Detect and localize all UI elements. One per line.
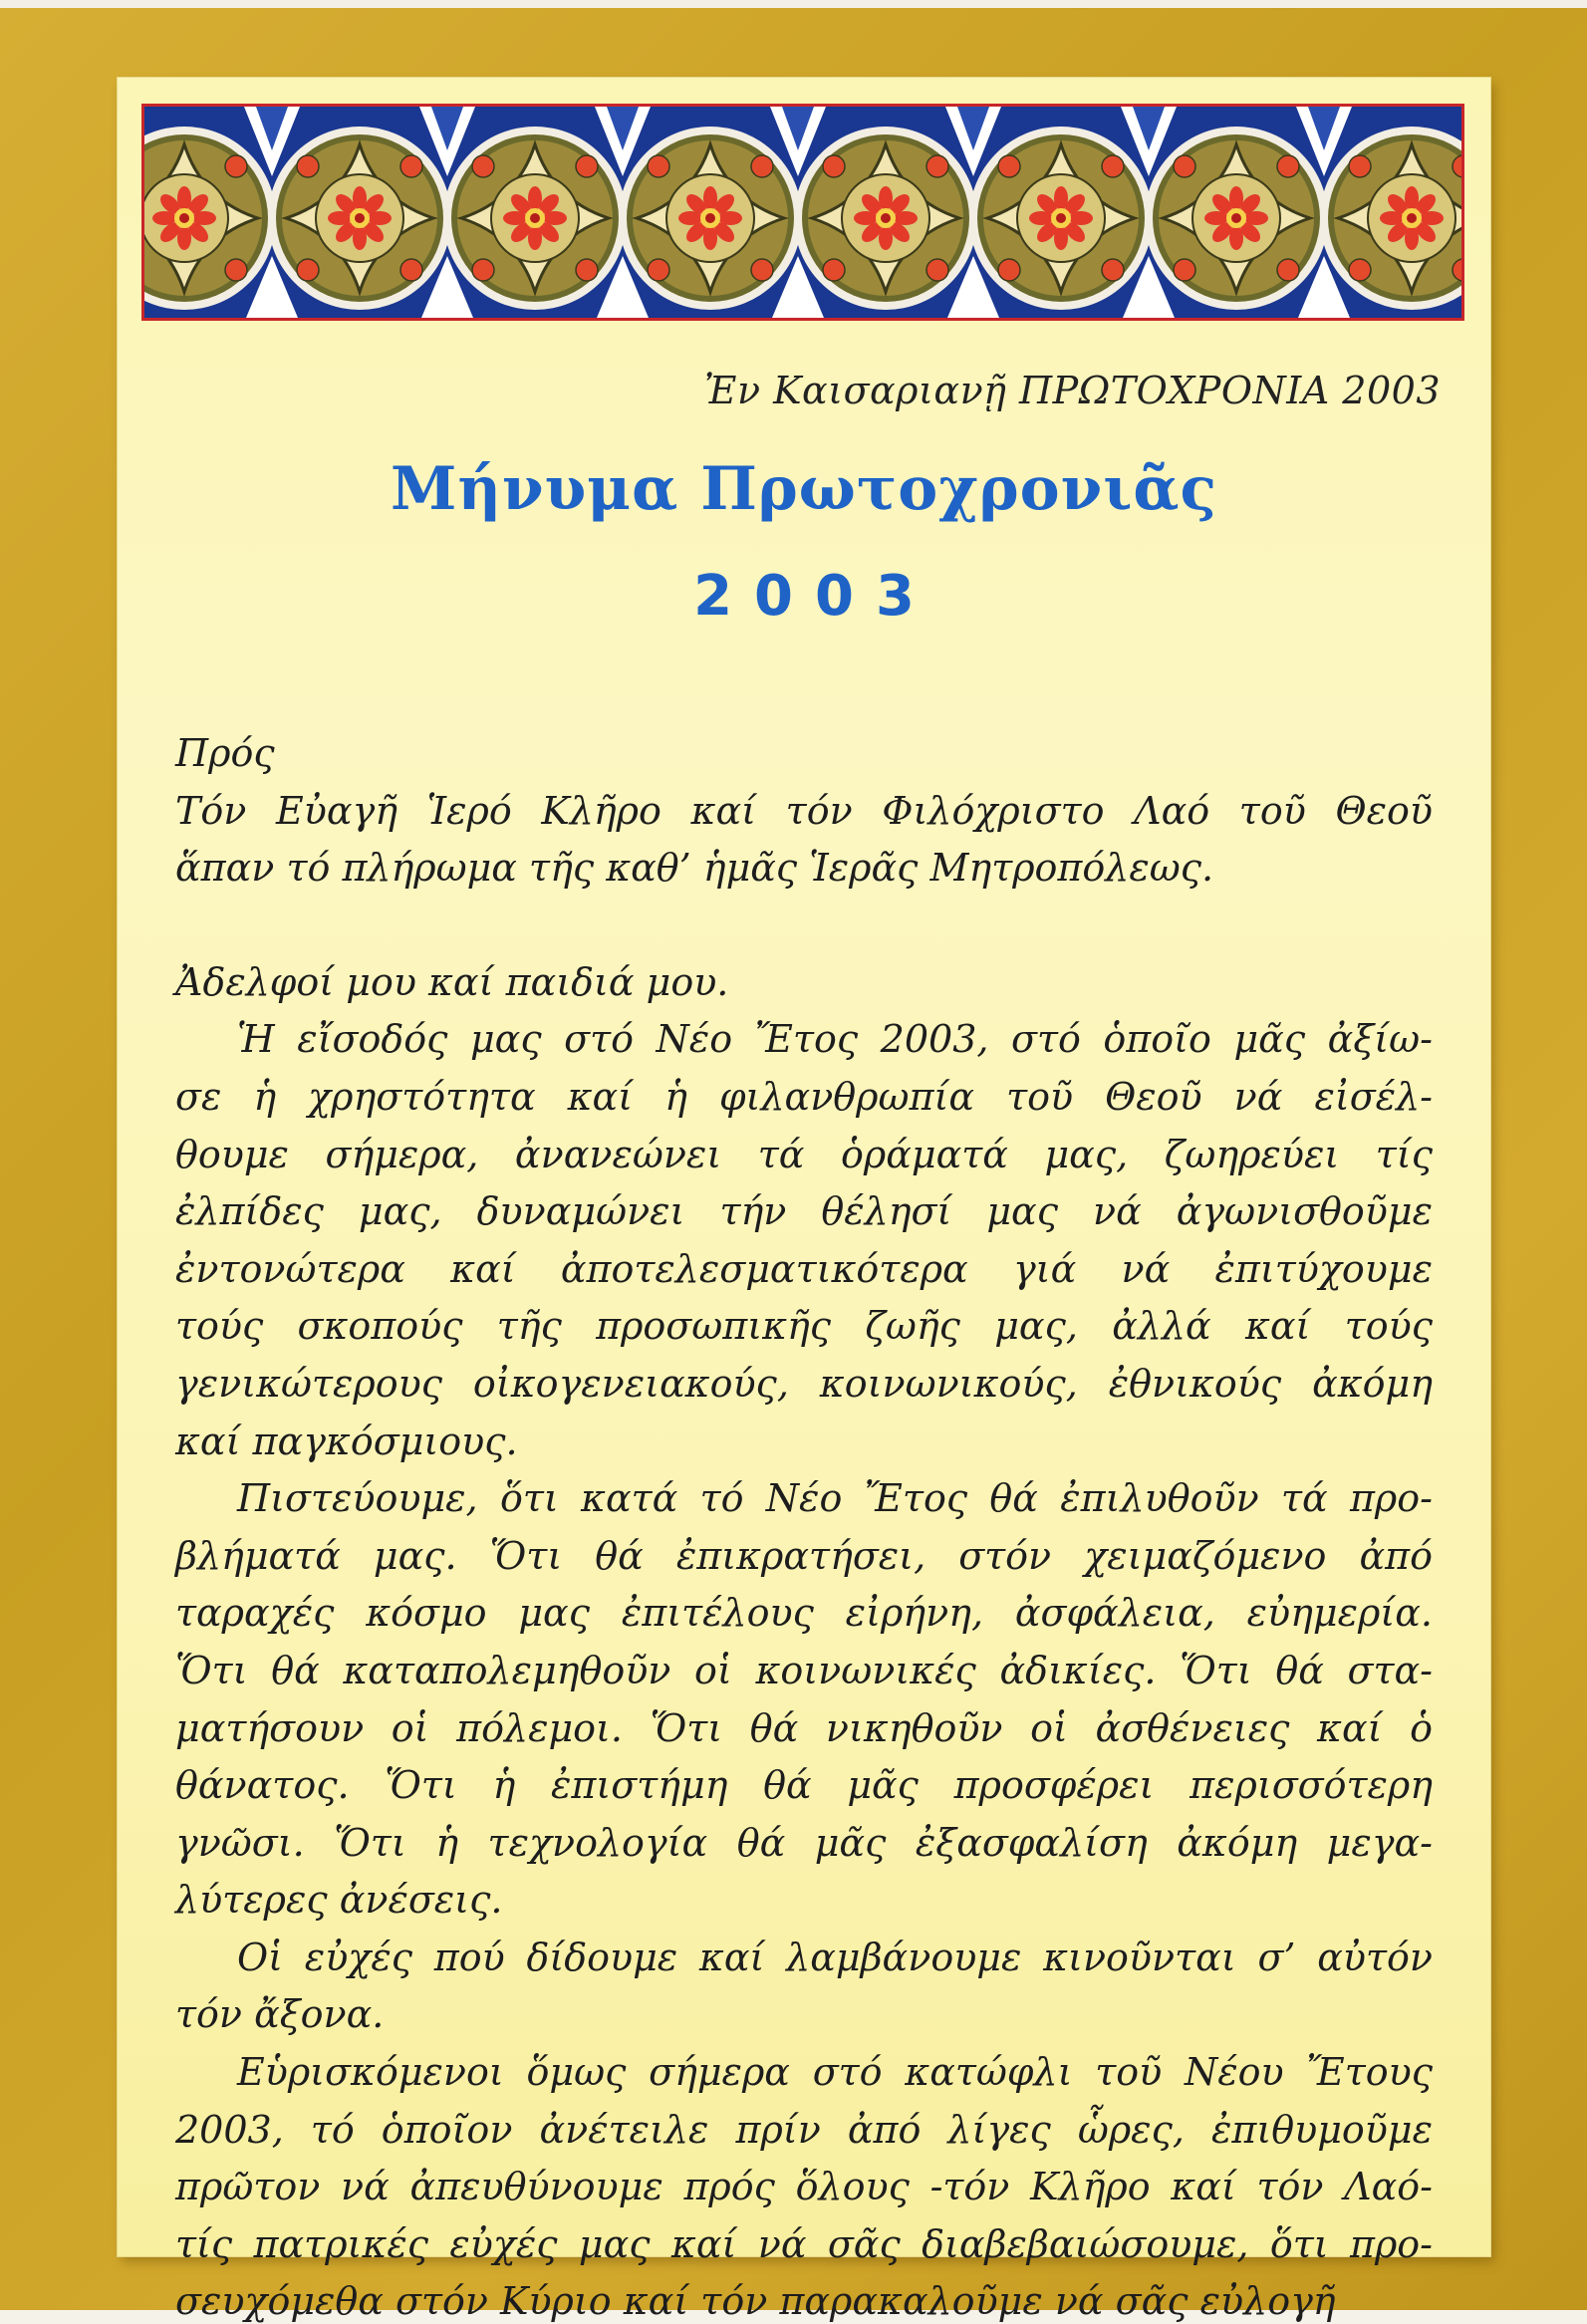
page-title: Μήνυμα Πρωτοχρονιᾶς (390, 454, 1218, 524)
paragraph-line: γνῶσι. Ὅτι ἡ τεχνολογία θά μᾶς ἐξασφαλίση ἀκόμη μεγα- (175, 1820, 1433, 1865)
paragraph-line: Οἱ εὐχές πού δίδουμε καί λαμβάνουμε κινοῦνται σ’ αὐτόν (237, 1935, 1433, 1979)
paragraph-line: 2003, τό ὁποῖον ἀνέτειλε πρίν ἀπό λίγες ὧρες, ἐπιθυμοῦμε (175, 2107, 1433, 2152)
ornamental-banner (141, 104, 1464, 321)
paragraph-line: Εὑρισκόμενοι ὅμως σήμερα στό κατώφλι τοῦ Νέου Ἔτους (237, 2050, 1433, 2095)
paragraph-line: ἐντονώτερα καί ἀποτελεσματικότερα γιά νά ἐπιτύχουμε (175, 1246, 1433, 1291)
paragraph-line: βλήματά μας. Ὅτι θά ἐπικρατήσει, στόν χειμαζόμενο ἀπό (175, 1533, 1433, 1578)
greeting: Ἀδελφοί μου καί παιδιά μου. (175, 959, 729, 1004)
paragraph-line: θουμε σήμερα, ἀνανεώνει τά ὁράματά μας, ζωηρεύει τίς (175, 1132, 1433, 1176)
address-line: Τόν Εὐαγῆ Ἱερό Κλῆρο καί τόν Φιλόχριστο Λαό τοῦ Θεοῦ (175, 788, 1433, 833)
paragraph-line: ἐλπίδες μας, δυναμώνει τήν θέλησί μας νά ἀγωνισθοῦμε (175, 1189, 1433, 1234)
paragraph-line: ταραχές κόσμο μας ἐπιτέλους εἰρήνη, ἀσφάλεια, εὐημερία. (175, 1591, 1433, 1636)
paragraphs (175, 1011, 1433, 2324)
title-year: 2003 (693, 564, 936, 629)
paragraph-line: τούς σκοπούς τῆς προσωπικῆς ζωῆς μας, ἀλλά καί τούς (175, 1304, 1433, 1349)
paragraph-line: πρῶτον νά ἀπευθύνουμε πρός ὅλους -τόν Κλῆρο καί τόν Λαό- (175, 2165, 1433, 2209)
paragraph-line: σε ἡ χρηστότητα καί ἡ φιλανθρωπία τοῦ Θεοῦ νά εἰσέλ- (175, 1074, 1433, 1119)
letter-body (175, 725, 1433, 2324)
paragraph-line: καί παγκόσμιους. (175, 1419, 518, 1463)
paragraph-line: θάνατος. Ὅτι ἡ ἐπιστήμη θά μᾶς προσφέρει περισσότερη (175, 1763, 1433, 1808)
byzantine-ornament (144, 107, 1461, 318)
paragraph-line: γενικώτερους οἰκογενειακούς, κοινωνικούς, ἐθνικούς ἀκόμη (175, 1361, 1433, 1406)
paragraph-line: λύτερες ἀνέσεις. (175, 1878, 503, 1923)
paragraph-line: τίς πατρικές εὐχές μας καί νά σᾶς διαβεβαιώσουμε, ὅτι προ- (175, 2221, 1433, 2266)
message-card (118, 78, 1490, 2324)
paragraph-line: σευχόμεθα στόν Κύριο καί τόν παρακαλοῦμε νά σᾶς εὐλογῆ (175, 2279, 1336, 2324)
paragraph-line: ματήσουν οἱ πόλεμοι. Ὅτι θά νικηθοῦν οἱ ἀσθένειες καί ὁ (175, 1705, 1433, 1750)
paper-edge-top (0, 0, 1587, 8)
paragraph-line: τόν ἄξονα. (175, 1992, 385, 2037)
address-line: ἅπαν τό πλήρωμα τῆς καθ’ ἡμᾶς Ἱερᾶς Μητροπόλεως. (175, 846, 1214, 891)
dateline: Ἐν Καισαριανῇ ΠΡΩΤΟΧΡΟΝΙΑ 2003 (704, 369, 1441, 412)
paragraph-line: Πιστεύουμε, ὅτι κατά τό Νέο Ἔτος θά ἐπιλυθοῦν τά προ- (237, 1476, 1433, 1521)
paragraph-line: Ὅτι θά καταπολεμηθοῦν οἱ κοινωνικές ἀδικίες. Ὅτι θά στα- (175, 1648, 1433, 1692)
paragraph-line: Ἡ εἴσοδός μας στό Νέο Ἔτος 2003, στό ὁποῖο μᾶς ἀξίω- (237, 1017, 1433, 1062)
address-to: Πρός (175, 731, 275, 775)
